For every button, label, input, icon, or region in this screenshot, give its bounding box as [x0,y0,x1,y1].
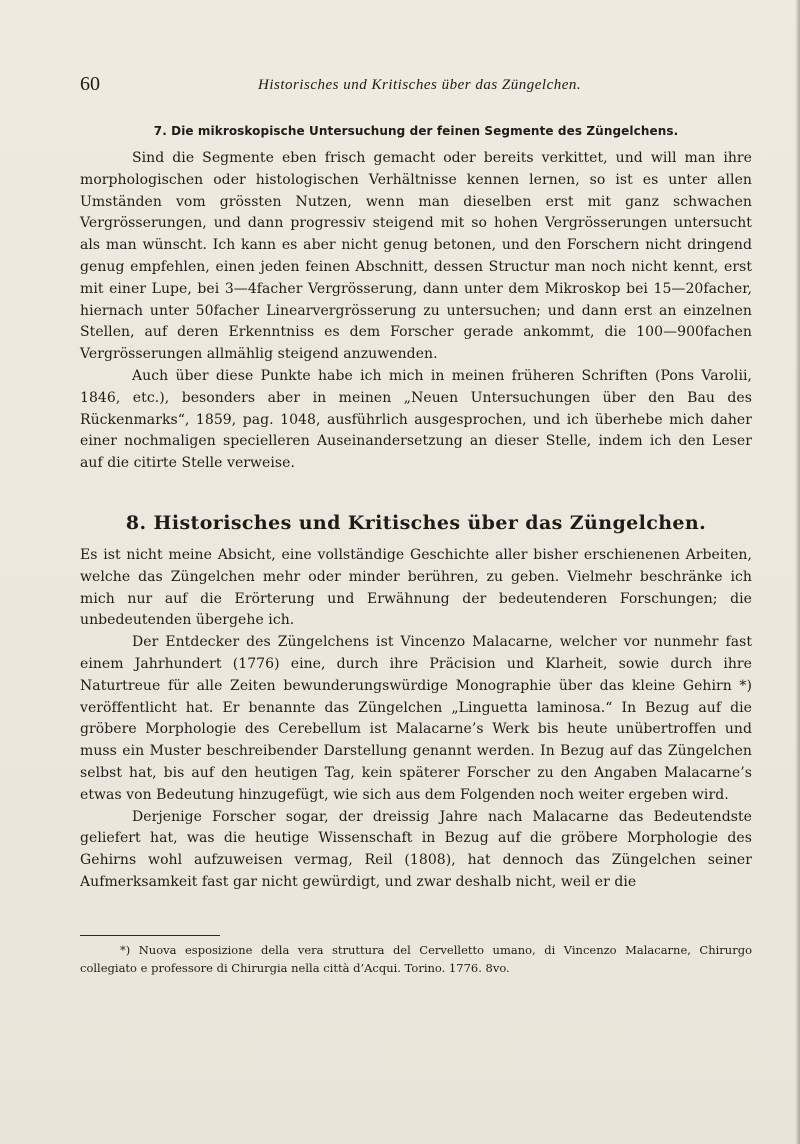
page-edge-shadow [795,0,800,1144]
footnote-divider [80,935,220,936]
footnote [80,941,752,977]
section-heading-7: 7. Die mikroskopische Untersuchung der feinen Segmente des Züngelchens. [153,124,679,138]
section-8-body [80,545,752,894]
running-title: Historisches und Kritisches über das Züngelchen. [258,77,582,93]
section-heading-8: 8. Historisches und Kritisches über das Züngelchen. [125,512,707,534]
paragraph: Es ist nicht meine Absicht, eine vollständige Geschichte aller bisher erschienenen Arbeiten, welche das Züngelchen mehr oder minder berühren, zu geben. Vielmehr beschränke ich mich nur auf die Erörterung und Erwähnung der bedeutenderen Forschungen; die unbedeutenden übergehe ich. [80,547,752,629]
footnote-text: *) Nuova esposizione della vera struttura del Cervelletto umano, di Vincenzo Malacarne, Chirurgo collegiato e professore di Chirurgia nella città d’Acqui. Torino. 1776. 8vo. [80,943,752,975]
section-7-body [80,148,752,475]
paragraph: Derjenige Forscher sogar, der dreissig Jahre nach Malacarne das Bedeutendste geliefert hat, was die heutige Wissenschaft in Bezug auf die gröbere Morphologie des Gehirns wohl aufzuweisen vermag, Reil (1808), hat dennoch das Züngelchen seiner Aufmerksamkeit fast gar nicht gewürdigt, und zwar deshalb nicht, weil er die [80,808,752,890]
paragraph: Der Entdecker des Züngelchens ist Vincenzo Malacarne, welcher vor nunmehr fast einem Jahrhundert (1776) eine, durch ihre Präcision und Klarheit, sowie durch ihre Naturtreue für alle Zeiten bewunderungswürdige Monographie über das kleine Gehirn *) veröffentlicht hat. Er benannte das Züngelchen „Linguetta laminosa.“ In Bezug auf die gröbere Morphologie des Cerebellum ist Malacarne’s Werk bis heute unübertroffen und muss ein Muster beschreibender Darstellung genannt werden. In Bezug auf das Züngelchen selbst hat, bis auf den heutigen Tag, kein späterer Forscher zu den Angaben Malacarne’s etwas von Bedeutung hinzugefügt, wie sich aus dem Folgenden noch weiter ergeben wird. [80,634,752,803]
paragraph: Sind die Segmente eben frisch gemacht oder bereits verkittet, und will man ihre morphologischen oder histologischen Verhältnisse kennen lernen, so ist es unter allen Umständen vom grössten Nutzen, wenn man dieselben erst mit ganz schwachen Vergrösserungen, und dann progressiv steigend mit so hohen Vergrösserungen untersucht als man wünscht. Ich kann es aber nicht genug betonen, und den Forschern nicht dringend genug empfehlen, einen jeden feinen Abschnitt, dessen Structur man noch nicht kennt, erst mit einer Lupe, bei 3—4facher Vergrösserung, dann unter dem Mikroskop bei 15—20facher, hiernach unter 50facher Linearvergrösserung zu untersuchen; und dann erst an einzelnen Stellen, auf deren Erkenntniss es dem Forscher gerade ankommt, die 100—900fachen Vergrösserungen allmählig steigend anzuwenden. [80,150,752,363]
running-head [80,72,752,96]
page-number: 60 [80,73,100,95]
paragraph: Auch über diese Punkte habe ich mich in meinen früheren Schriften (Pons Varolii, 1846, etc.), besonders aber in meinen „Neuen Untersuchungen über den Bau des Rückenmarks“, 1859, pag. 1048, ausführlich ausgesprochen, und ich überhebe mich daher einer nochmaligen specielleren Auseinandersetzung an dieser Stelle, indem ich den Leser auf die citirte Stelle verweise. [80,367,752,472]
